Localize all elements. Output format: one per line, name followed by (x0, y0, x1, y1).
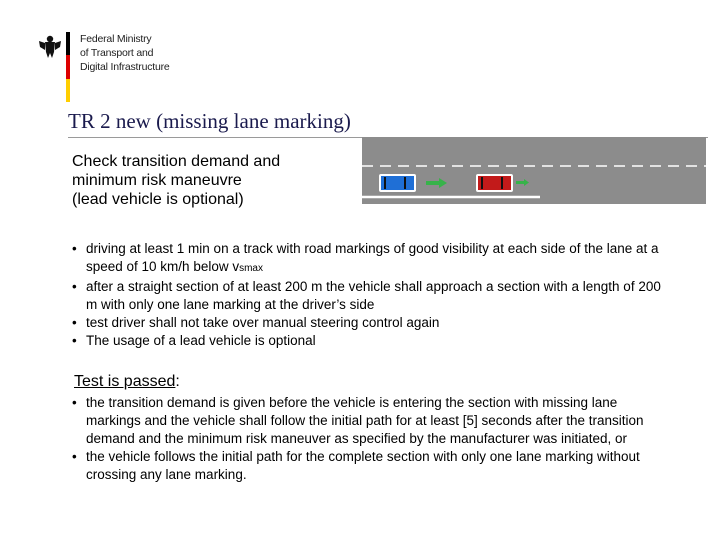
pass-criteria-list (72, 394, 672, 484)
federal-eagle-icon (38, 34, 62, 60)
slide-title: TR 2 new (missing lane marking) (68, 109, 351, 133)
list-item: • driving at least 1 min on a track with road markings of good visibility at each side of the lane at a speed of 10 km/h below vsmax (72, 240, 672, 278)
list-item: • the transition demand is given before the vehicle is entering the section with missing lane markings and the vehicle shall follow the initial path for at least [5] seconds after the transition demand and the minimum risk maneuver as specified by the manufacturer was initiated, or (72, 394, 672, 448)
check-description: Check transition demand and minimum risk maneuvre (lead vehicle is optional) (72, 153, 281, 208)
list-item: • the vehicle follows the initial path for the complete section with only one lane marking without crossing any lane marking. (72, 448, 672, 484)
road-surface (362, 137, 706, 204)
blue-car-icon (379, 174, 416, 192)
road-illustration (362, 137, 706, 204)
red-car-icon (476, 174, 513, 192)
list-item: • after a straight section of at least 200 m the vehicle shall approach a section with a length of 200 m with only one lane marking at the driver’s side (72, 278, 672, 314)
test-passed-heading: Test is passed: (74, 373, 180, 390)
german-flag-bar (66, 32, 70, 102)
ministry-name: Federal Ministry of Transport and Digital Infrastructure (80, 33, 170, 73)
ministry-logo (38, 32, 198, 102)
list-item: • test driver shall not take over manual steering control again (72, 314, 672, 332)
conditions-list (72, 240, 672, 350)
list-item: • The usage of a lead vehicle is optional (72, 332, 672, 350)
